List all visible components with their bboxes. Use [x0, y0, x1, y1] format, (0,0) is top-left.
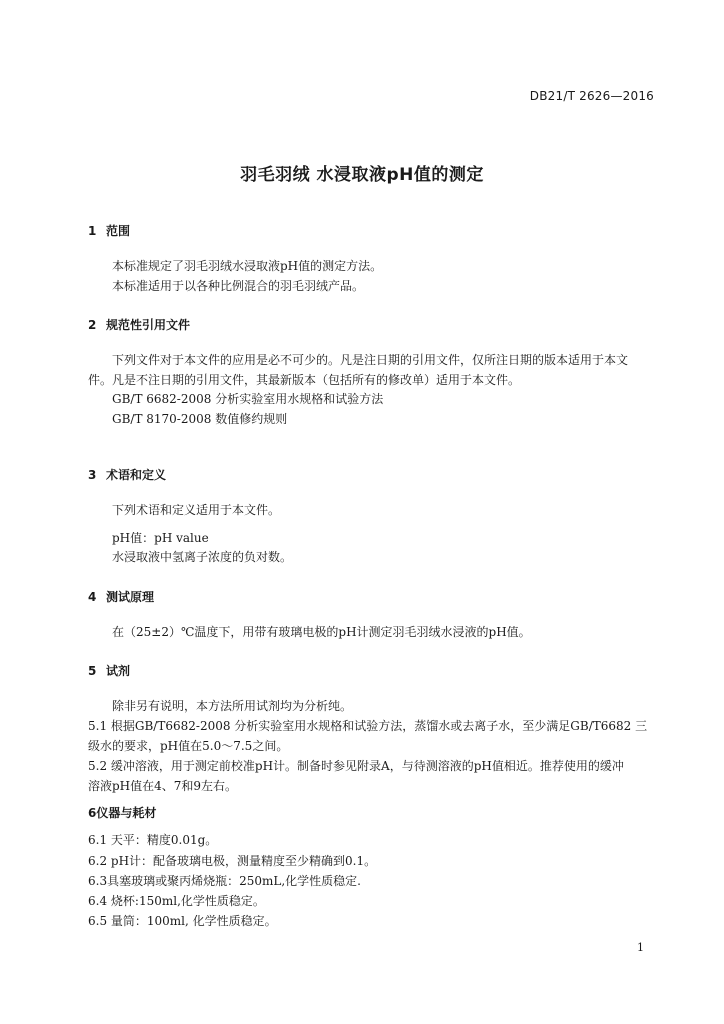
section-5-heading: 5 试剂	[88, 664, 131, 678]
page-number: 1	[637, 941, 644, 954]
reference-item: GB/T 8170-2008 数值修约规则	[112, 412, 288, 426]
reference-item: GB/T 6682-2008 分析实验室用水规格和试验方法	[112, 392, 384, 406]
section-6-line: 6.1 天平：精度0.01g。	[88, 833, 218, 847]
section-6-line: 6.5 量筒：100ml, 化学性质稳定。	[88, 914, 277, 928]
section-4-heading: 4 测试原理	[88, 590, 155, 604]
term-definition: 水浸取液中氢离子浓度的负对数。	[112, 550, 293, 564]
section-6-line: 6.2 pH计：配备玻璃电极，测量精度至少精确到0.1。	[88, 854, 377, 868]
section-6-line: 6.4 烧杯:150ml,化学性质稳定。	[88, 894, 265, 908]
section-6-heading: 6仪器与耗材	[88, 806, 157, 820]
section-6-line: 6.3具塞玻璃或聚丙烯烧瓶：250mL,化学性质稳定.	[88, 874, 361, 888]
section-1-heading: 1 范围	[88, 224, 131, 238]
section-2-heading: 2 规范性引用文件	[88, 318, 191, 332]
section-1-line: 本标准适用于以各种比例混合的羽毛羽绒产品。	[112, 279, 365, 293]
section-5-line: 溶液pH值在4、7和9左右。	[88, 779, 238, 793]
section-3-line: 下列术语和定义适用于本文件。	[112, 503, 281, 517]
section-3-heading: 3 术语和定义	[88, 468, 167, 482]
section-4-line: 在（25±2）℃温度下，用带有玻璃电极的pH计测定羽毛羽绒水浸液的pH值。	[112, 625, 531, 639]
section-5-line: 5.1 根据GB/T6682-2008 分析实验室用水规格和试验方法，蒸馏水或去离子水，至少满足GB/T6682 三	[88, 719, 648, 733]
section-1-line: 本标准规定了羽毛羽绒水浸取液pH值的测定方法。	[112, 259, 383, 273]
section-5-line: 除非另有说明，本方法所用试剂均为分析纯。	[112, 699, 353, 713]
section-5-line: 级水的要求，pH值在5.0～7.5之间。	[88, 739, 289, 753]
section-2-line: 件。凡是不注日期的引用文件，其最新版本（包括所有的修改单）适用于本文件。	[88, 373, 521, 387]
page-title: 羽毛羽绒 水浸取液pH值的测定	[240, 165, 484, 185]
section-2-line: 下列文件对于本文件的应用是必不可少的。凡是注日期的引用文件，仅所注日期的版本适用于本文	[112, 353, 629, 367]
standard-code: DB21/T 2626—2016	[529, 89, 654, 103]
section-5-line: 5.2 缓冲溶液，用于测定前校准pH计。制备时参见附录A，与待测溶液的pH值相近。推荐使用的缓冲	[88, 759, 624, 773]
term-name: pH值：pH value	[112, 531, 209, 545]
